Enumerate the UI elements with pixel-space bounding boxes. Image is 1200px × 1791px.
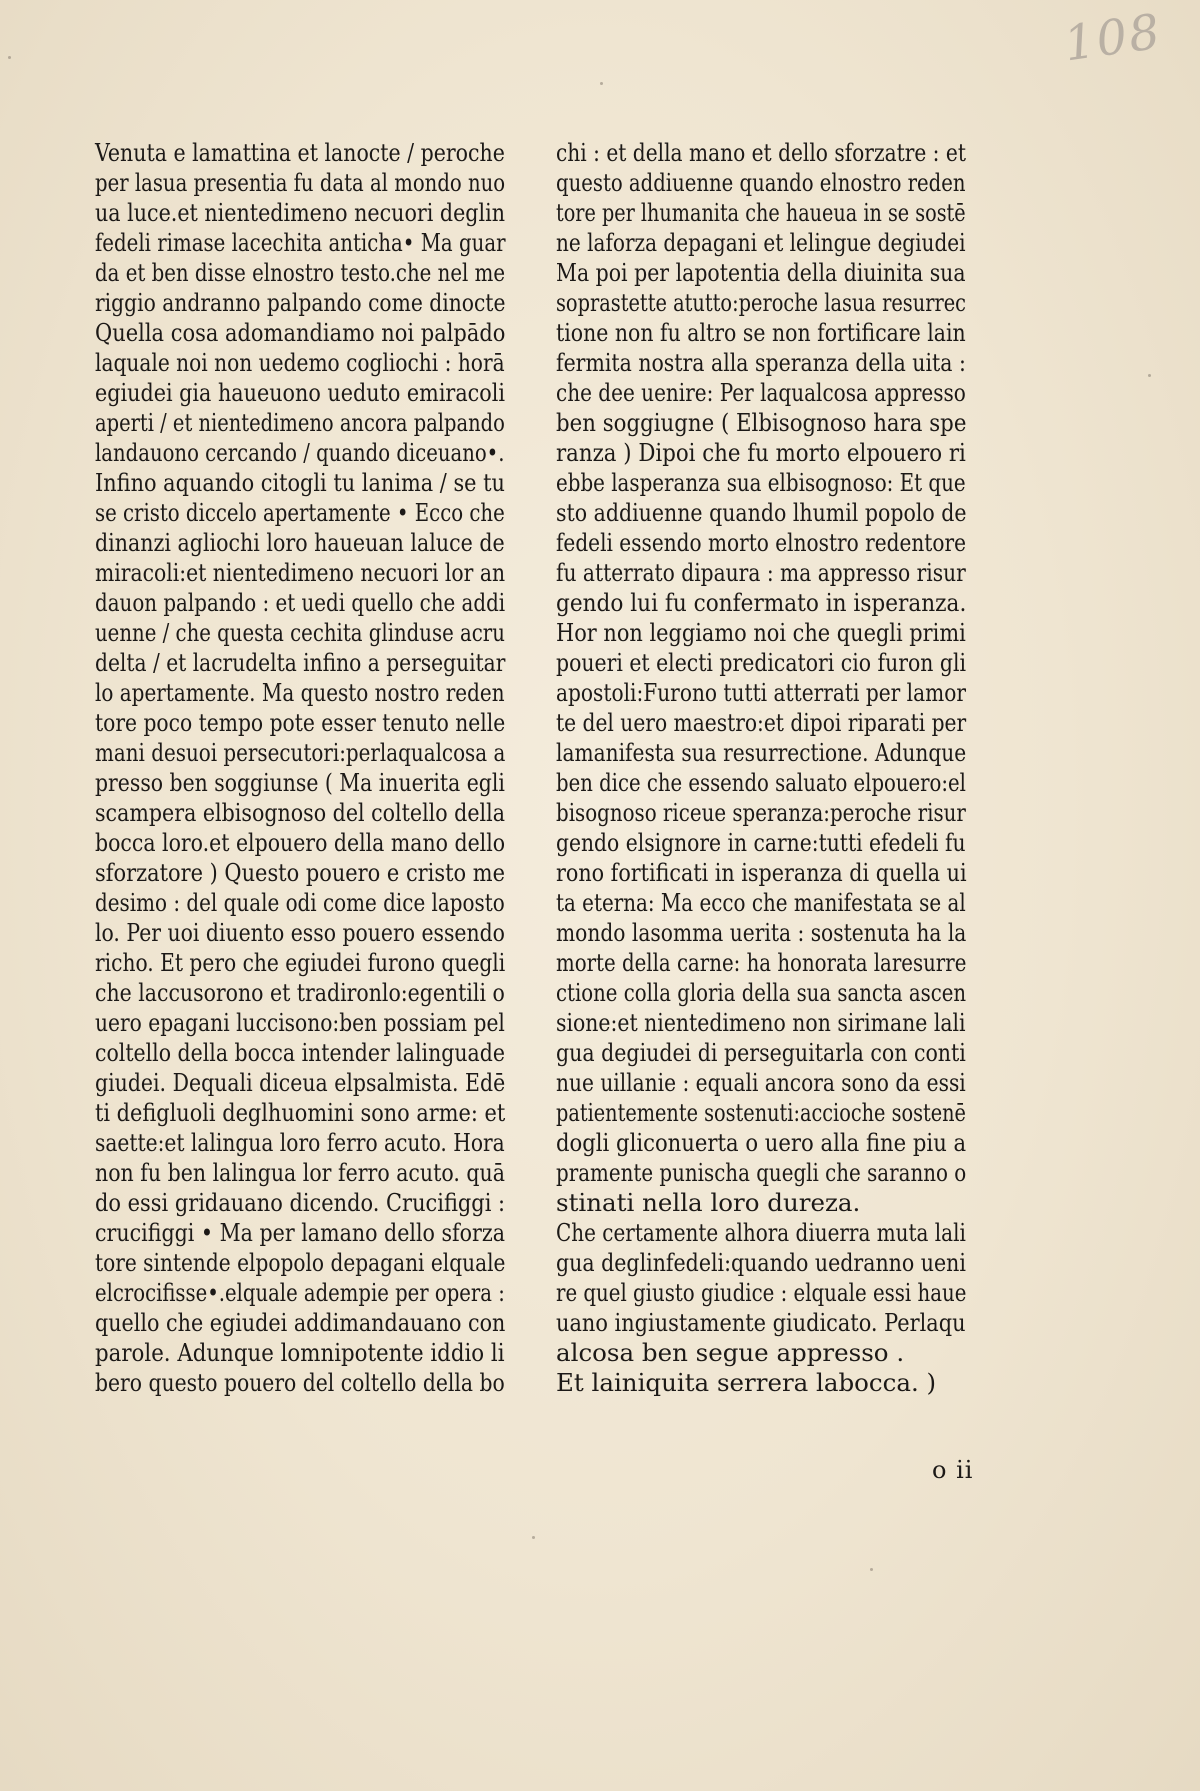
paper-speck (600, 82, 603, 85)
text-line: mondo lasomma uerita : sostenuta ha la (556, 918, 967, 947)
text-line: Che certamente alhora diuerra muta lali (556, 1218, 966, 1247)
text-line: fermita nostra alla speranza della uita : (556, 348, 966, 377)
text-line: tore sintende elpopolo depagani elquale (95, 1248, 506, 1277)
text-line: Quella cosa adomandiamo noi palpādo (95, 318, 506, 347)
text-line: se cristo diccelo apertamente • Ecco che (95, 498, 505, 527)
text-line: poueri et electi predicatori cio furon gli (556, 648, 967, 677)
text-line: re quel giusto giudice : elquale essi haue (556, 1278, 967, 1307)
text-line: per lasua presentia fu data al mondo nuo (95, 168, 506, 197)
text-line: Infino aquando citogli tu lanima / se tu (95, 468, 505, 497)
text-line: do essi gridauano dicendo. Crucifiggi : (95, 1188, 506, 1217)
text-line: tione non fu altro se non fortificare lain (556, 318, 966, 347)
text-line: rono fortificati in isperanza di quella ui (556, 858, 967, 887)
text-line: lo. Per uoi diuento esso pouero essendo (95, 918, 505, 947)
text-line: quello che egiudei addimandauano con (95, 1308, 506, 1337)
text-line: egiudei gia haueuono ueduto emiracoli (95, 378, 505, 407)
text-line: Ma poi per lapotentia della diuinita sua (556, 258, 966, 287)
text-line: miracoli:et nientedimeno necuori lor an (95, 558, 506, 587)
text-line: che dee uenire: Per laqualcosa appresso (556, 378, 966, 407)
text-line: patientemente sostenuti:accioche sostenē (556, 1098, 966, 1127)
text-line: tore per lhumanita che haueua in se sostē (556, 198, 966, 227)
text-line: crucifiggi • Ma per lamano dello sforza (95, 1218, 506, 1247)
text-line: fu atterrato dipaura : ma appresso risur (556, 558, 966, 587)
text-line: alcosa ben segue appresso . (556, 1338, 905, 1367)
text-line: ben dice che essendo saluato elpouero:el (556, 768, 966, 797)
text-line: tore poco tempo pote esser tenuto nelle (95, 708, 506, 737)
text-line: dogli gliconuerta o uero alla fine piu a (556, 1128, 967, 1157)
text-line: sto addiuenne quando lhumil popolo de (556, 498, 967, 527)
text-line: sforzatore ) Questo pouero e cristo me (95, 858, 506, 887)
text-line: non fu ben lalingua lor ferro acuto. quā (95, 1158, 505, 1187)
text-line: gendo lui fu confermato in isperanza. (556, 588, 967, 617)
text-line: ebbe lasperanza sua elbisognoso: Et que (556, 468, 966, 497)
text-line: nue uillanie : equali ancora sono da essi (556, 1068, 966, 1097)
text-line: saette:et lalingua loro ferro acuto. Hora (95, 1128, 505, 1157)
text-line: da et ben disse elnostro testo.che nel me (95, 258, 506, 287)
text-line: bocca loro.et elpouero della mano dello (95, 828, 506, 857)
text-line: uero epagani luccisono:ben possiam pel (95, 1008, 505, 1037)
text-line: fedeli essendo morto elnostro redentore (556, 528, 966, 557)
text-line: chi : et della mano et dello sforzatre : et (556, 138, 966, 167)
text-line: riggio andranno palpando come dinocte (95, 288, 506, 317)
text-line: morte della carne: ha honorata laresurre (556, 948, 967, 977)
text-line: ua luce.et nientedimeno necuori deglin (95, 198, 505, 227)
text-line: richo. Et pero che egiudei furono quegli (95, 948, 506, 977)
text-line: ta eterna: Ma ecco che manifestata se al (556, 888, 966, 917)
text-line: scampera elbisognoso del coltello della (95, 798, 505, 827)
text-line: gua deglinfedeli:quando uedranno ueni (556, 1248, 966, 1277)
right-text-column (556, 138, 1079, 1398)
text-line: presso ben soggiunse ( Ma inuerita egli (95, 768, 505, 797)
text-line: sione:et nientedimeno non sirimane lali (556, 1008, 966, 1037)
text-line: dinanzi agliochi loro haueuan laluce de (95, 528, 505, 557)
text-line: Venuta e lamattina et lanocte / peroche (95, 138, 505, 167)
text-line: ben soggiugne ( Elbisognoso hara spe (556, 408, 967, 437)
text-line: bero questo pouero del coltello della bo (95, 1368, 505, 1397)
text-line: mani desuoi persecutori:perlaqualcosa a (95, 738, 506, 767)
text-line: che laccusorono et tradironlo:egentili o (95, 978, 505, 1007)
text-line: desimo : del quale odi come dice laposto (95, 888, 505, 917)
text-line: questo addiuenne quando elnostro reden (556, 168, 966, 197)
text-line: apostoli:Furono tutti atterrati per lamor (556, 678, 966, 707)
left-text-column (95, 138, 611, 1398)
text-line: parole. Adunque lomnipotente iddio li (95, 1338, 505, 1367)
text-line: elcrocifisse•.elquale adempie per opera : (95, 1278, 505, 1307)
paper-speck (870, 1568, 873, 1571)
text-line: dauon palpando : et uedi quello che addi (95, 588, 506, 617)
text-line: Hor non leggiamo noi che quegli primi (556, 618, 966, 647)
text-line: laquale noi non uedemo cogliochi : horā (95, 348, 505, 377)
text-line: uano ingiustamente giudicato. Perlaqu (556, 1308, 966, 1337)
text-line: fedeli rimase lacechita anticha• Ma guar (95, 228, 506, 257)
paper-speck (1148, 374, 1151, 377)
folio-number: 108 (1060, 3, 1166, 73)
text-line: giudei. Dequali diceua elpsalmista. Edē (95, 1068, 506, 1097)
text-line: uenne / che questa cechita glinduse acru (95, 618, 505, 647)
paper-speck (8, 56, 11, 59)
text-line: lo apertamente. Ma questo nostro reden (95, 678, 505, 707)
text-line: ctione colla gloria della sua sancta ascen (556, 978, 967, 1007)
text-line: stinati nella loro dureza. (556, 1188, 861, 1217)
text-line: soprastette atutto:peroche lasua resurrec (556, 288, 966, 317)
text-line: delta / et lacrudelta infino a perseguitar (95, 648, 506, 677)
paper-speck (532, 1536, 535, 1539)
text-line: landauono cercando / quando diceuano•. (95, 438, 505, 467)
text-line: gua degiudei di perseguitarla con conti (556, 1038, 966, 1067)
text-line: ti defigluoli deglhuomini sono arme: et (95, 1098, 506, 1127)
text-line: bisognoso riceue speranza:peroche risur (556, 798, 966, 827)
text-line: lamanifesta sua resurrectione. Adunque (556, 738, 967, 767)
signature-mark: o ii (932, 1456, 974, 1484)
text-line: coltello della bocca intender lalinguade (95, 1038, 505, 1067)
text-line: Et lainiquita serrera labocca. ) (556, 1368, 937, 1397)
text-line: te del uero maestro:et dipoi riparati per (556, 708, 967, 737)
text-line: ranza ) Dipoi che fu morto elpouero ri (556, 438, 966, 467)
text-line: gendo elsignore in carne:tutti efedeli fu (556, 828, 966, 857)
text-line: pramente punischa quegli che saranno o (556, 1158, 967, 1187)
text-line: ne laforza depagani et lelingue degiudei (556, 228, 966, 257)
text-line: aperti / et nientedimeno ancora palpando (95, 408, 505, 437)
